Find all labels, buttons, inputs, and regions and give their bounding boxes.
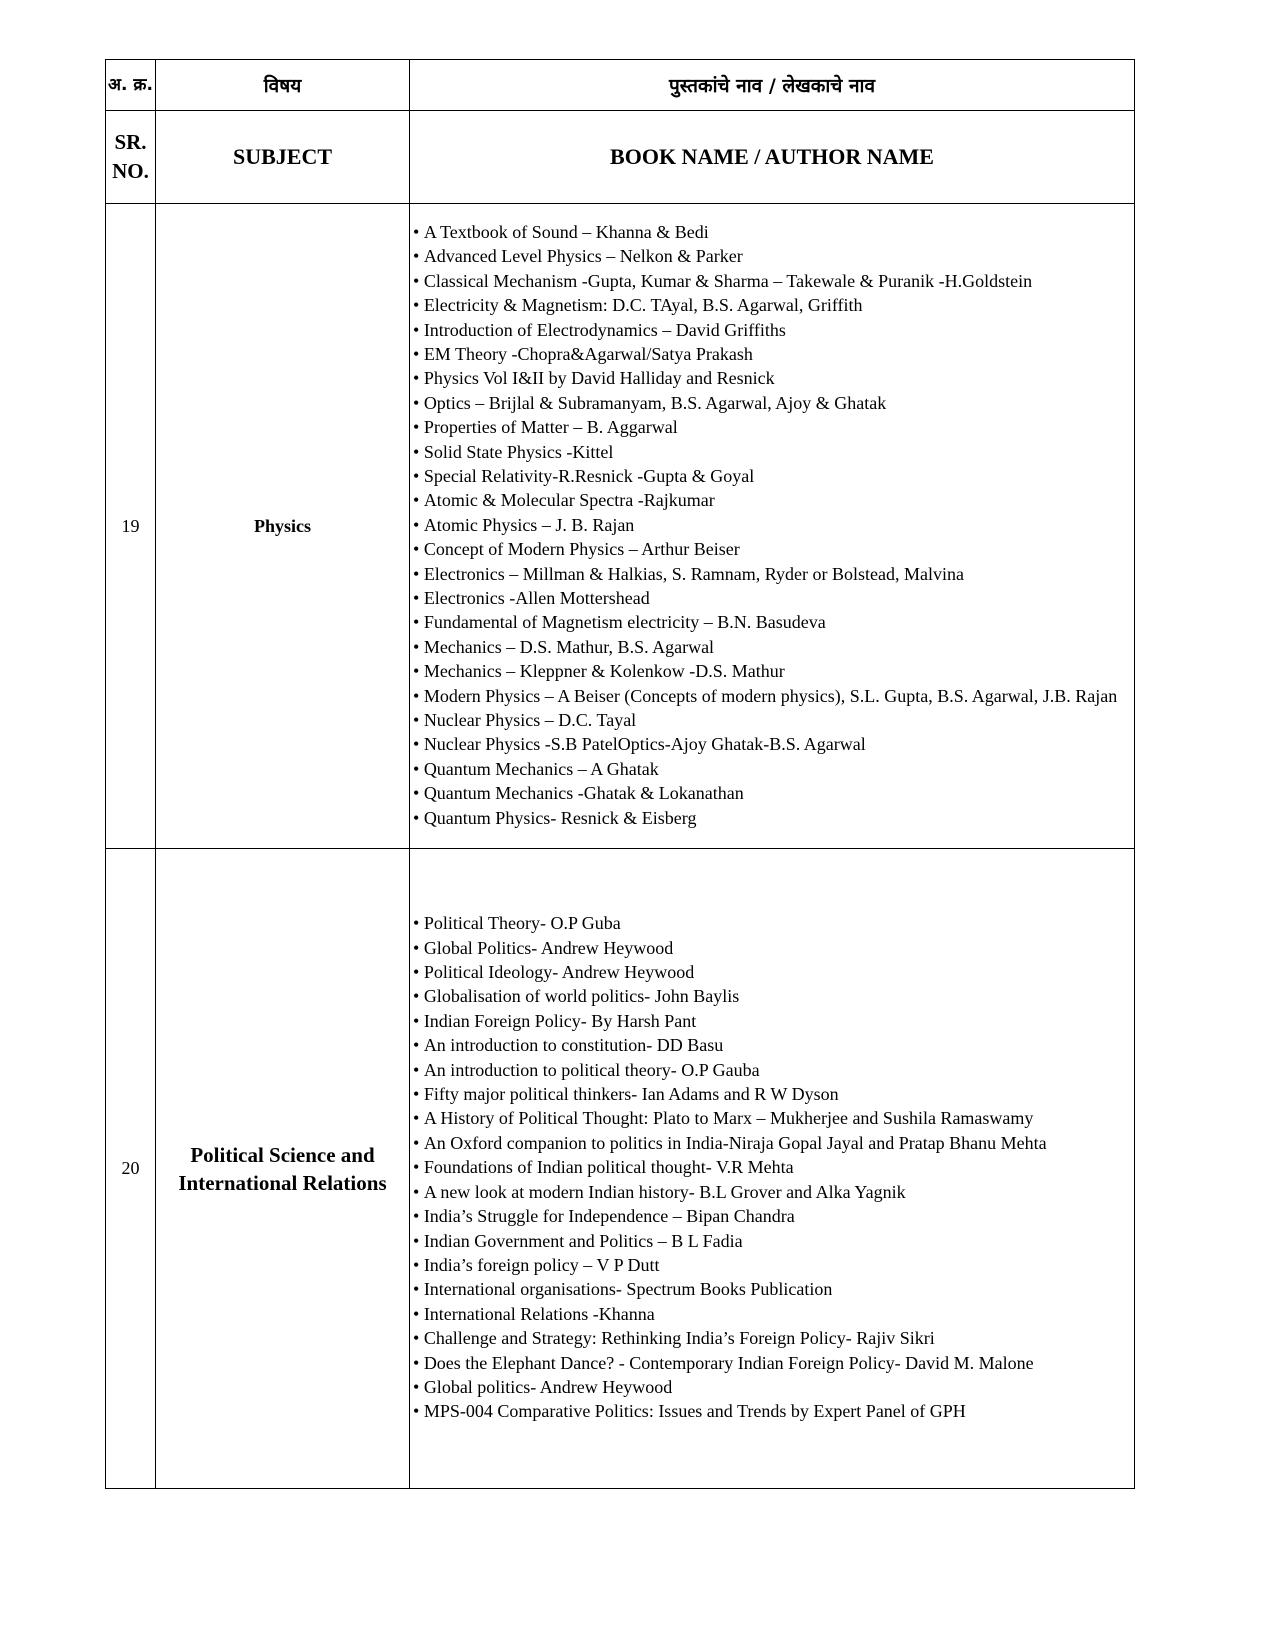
- list-item: • Nuclear Physics -S.B PatelOptics-Ajoy Ghatak-B.S. Agarwal: [413, 732, 1130, 756]
- list-item: • India’s foreign policy – V P Dutt: [413, 1253, 1130, 1277]
- list-item: • Fifty major political thinkers- Ian Adams and R W Dyson: [413, 1082, 1130, 1106]
- list-item: • Indian Government and Politics – B L Fadia: [413, 1229, 1130, 1253]
- list-item: • Challenge and Strategy: Rethinking India’s Foreign Policy- Rajiv Sikri: [413, 1326, 1130, 1350]
- list-item: • Optics – Brijlal & Subramanyam, B.S. Agarwal, Ajoy & Ghatak: [413, 391, 1130, 415]
- list-item: • Electronics – Millman & Halkias, S. Ramnam, Ryder or Bolstead, Malvina: [413, 562, 1130, 586]
- sr-no-cell: 19: [106, 204, 156, 849]
- list-item: • Foundations of Indian political thought- V.R Mehta: [413, 1155, 1130, 1179]
- list-item: • Special Relativity-R.Resnick -Gupta & Goyal: [413, 464, 1130, 488]
- list-item: • Concept of Modern Physics – Arthur Beiser: [413, 537, 1130, 561]
- table-row-physics: [106, 204, 1135, 849]
- header-subject-marathi: विषय: [156, 60, 410, 111]
- list-item: • Properties of Matter – B. Aggarwal: [413, 415, 1130, 439]
- list-item: • Indian Foreign Policy- By Harsh Pant: [413, 1009, 1130, 1033]
- list-item: • Quantum Physics- Resnick & Eisberg: [413, 806, 1130, 830]
- header-book-author-marathi: पुस्तकांचे नाव / लेखकाचे नाव: [410, 60, 1135, 111]
- list-item: • Mechanics – D.S. Mathur, B.S. Agarwal: [413, 635, 1130, 659]
- list-item: • Classical Mechanism -Gupta, Kumar & Sharma – Takewale & Puranik -H.Goldstein: [413, 269, 1130, 293]
- list-item: • Mechanics – Kleppner & Kolenkow -D.S. Mathur: [413, 659, 1130, 683]
- list-item: • A History of Political Thought: Plato to Marx – Mukherjee and Sushila Ramaswamy: [413, 1106, 1130, 1130]
- list-item: • India’s Struggle for Independence – Bipan Chandra: [413, 1204, 1130, 1228]
- list-item: • Political Theory- O.P Guba: [413, 911, 1130, 935]
- sr-no-cell: 20: [106, 849, 156, 1489]
- list-item: • An introduction to constitution- DD Basu: [413, 1033, 1130, 1057]
- list-item: • Atomic Physics – J. B. Rajan: [413, 513, 1130, 537]
- list-item: • International Relations -Khanna: [413, 1302, 1130, 1326]
- header-row-marathi: [106, 60, 1135, 111]
- list-item: • Electronics -Allen Mottershead: [413, 586, 1130, 610]
- book-list-table: [105, 59, 1135, 1489]
- list-item: • An Oxford companion to politics in India-Niraja Gopal Jayal and Pratap Bhanu Mehta: [413, 1131, 1130, 1155]
- list-item: • Political Ideology- Andrew Heywood: [413, 960, 1130, 984]
- list-item: • Modern Physics – A Beiser (Concepts of modern physics), S.L. Gupta, B.S. Agarwal, J.B. Rajan: [413, 684, 1130, 708]
- subject-cell: Political Science and International Relations: [156, 849, 410, 1489]
- list-item: • Nuclear Physics – D.C. Tayal: [413, 708, 1130, 732]
- header-row-english: [106, 111, 1135, 204]
- list-item: • Does the Elephant Dance? - Contemporary Indian Foreign Policy- David M. Malone: [413, 1351, 1130, 1375]
- books-cell: [410, 849, 1135, 1489]
- header-book-author-english: BOOK NAME / AUTHOR NAME: [410, 111, 1135, 204]
- list-item: • MPS-004 Comparative Politics: Issues and Trends by Expert Panel of GPH: [413, 1399, 1130, 1423]
- list-item: • EM Theory -Chopra&Agarwal/Satya Prakash: [413, 342, 1130, 366]
- list-item: • Global Politics- Andrew Heywood: [413, 936, 1130, 960]
- list-item: • A Textbook of Sound – Khanna & Bedi: [413, 220, 1130, 244]
- list-item: • Global politics- Andrew Heywood: [413, 1375, 1130, 1399]
- list-item: • A new look at modern Indian history- B.L Grover and Alka Yagnik: [413, 1180, 1130, 1204]
- list-item: • Introduction of Electrodynamics – David Griffiths: [413, 318, 1130, 342]
- list-item: • An introduction to political theory- O.P Gauba: [413, 1058, 1130, 1082]
- header-sr-no-english: SR. NO.: [106, 111, 156, 204]
- list-item: • Atomic & Molecular Spectra -Rajkumar: [413, 488, 1130, 512]
- list-item: • Globalisation of world politics- John Baylis: [413, 984, 1130, 1008]
- book-list: [413, 911, 1130, 1424]
- list-item: • Quantum Mechanics – A Ghatak: [413, 757, 1130, 781]
- list-item: • Advanced Level Physics – Nelkon & Parker: [413, 244, 1130, 268]
- list-item: • Electricity & Magnetism: D.C. TAyal, B.S. Agarwal, Griffith: [413, 293, 1130, 317]
- table-row-political-science: [106, 849, 1135, 1489]
- list-item: • Physics Vol I&II by David Halliday and Resnick: [413, 366, 1130, 390]
- list-item: • Quantum Mechanics -Ghatak & Lokanathan: [413, 781, 1130, 805]
- subject-cell: Physics: [156, 204, 410, 849]
- books-cell: [410, 204, 1135, 849]
- book-list: [413, 220, 1130, 830]
- list-item: • Fundamental of Magnetism electricity – B.N. Basudeva: [413, 610, 1130, 634]
- header-subject-english: SUBJECT: [156, 111, 410, 204]
- list-item: • Solid State Physics -Kittel: [413, 440, 1130, 464]
- header-sr-no-marathi: अ. क्र.: [106, 60, 156, 111]
- list-item: • International organisations- Spectrum Books Publication: [413, 1277, 1130, 1301]
